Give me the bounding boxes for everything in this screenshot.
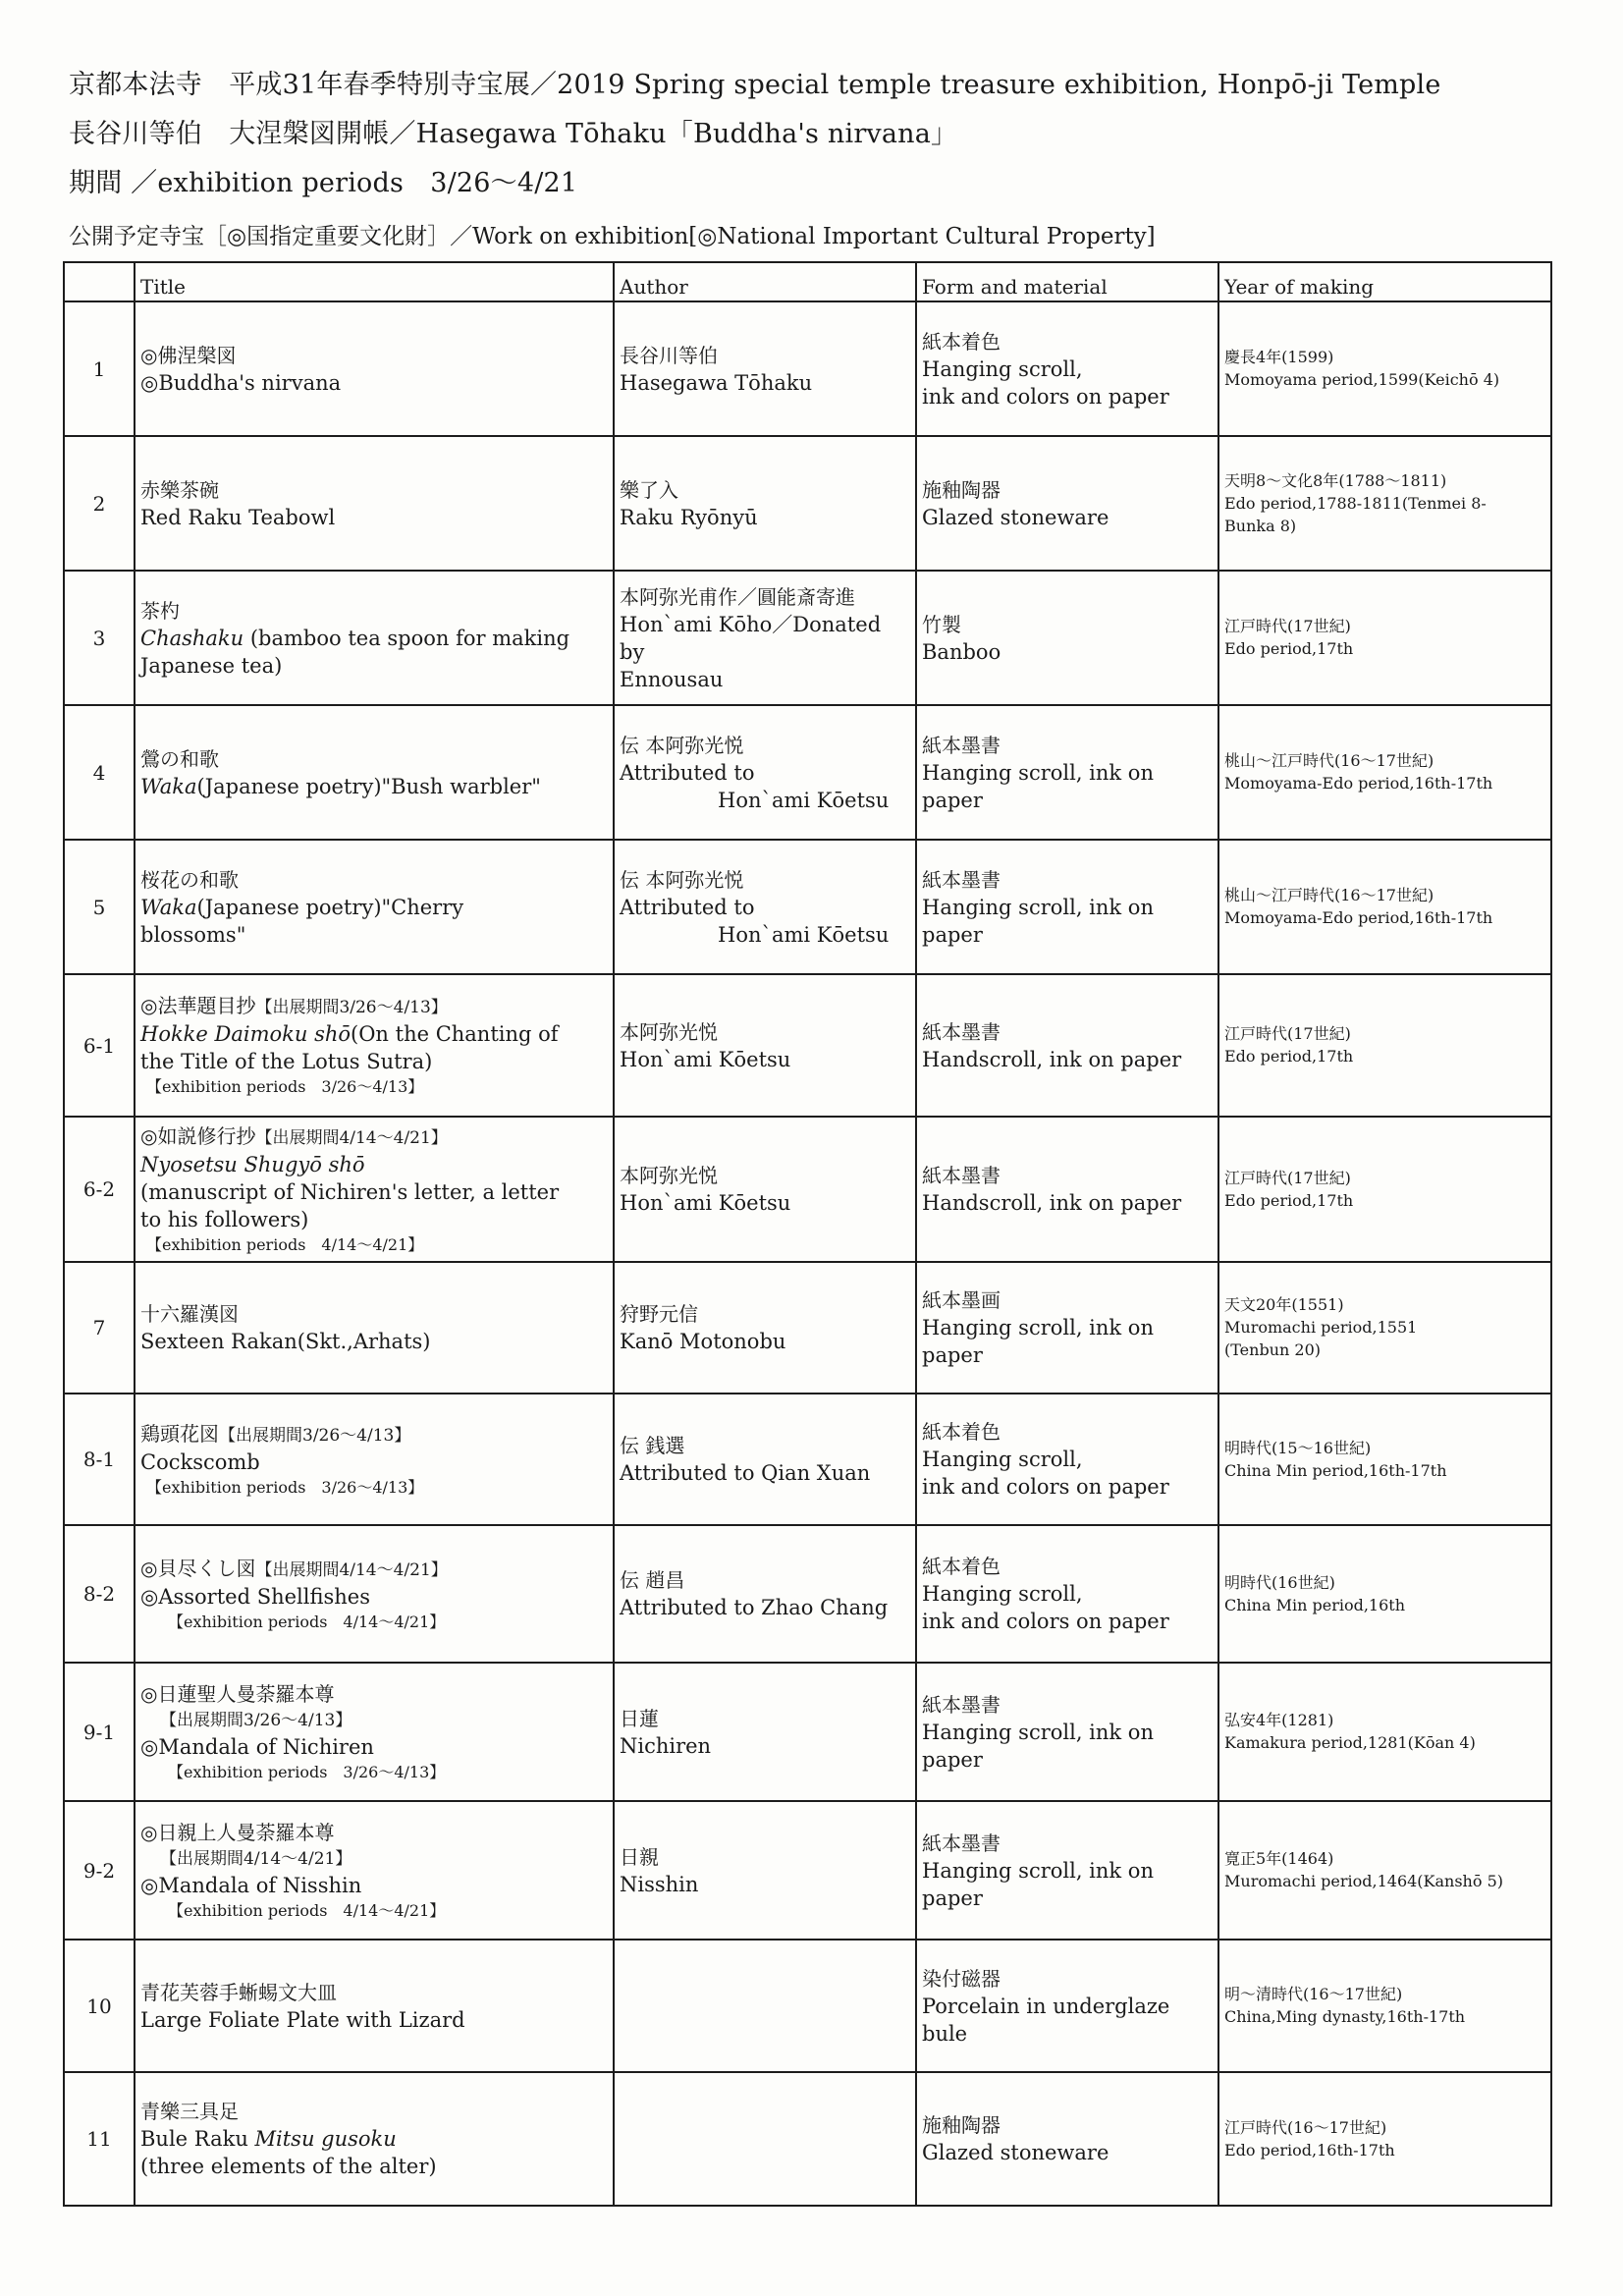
title-cell [135,1525,614,1663]
year-ja: 江戸時代(16～17世紀) [1224,2117,1387,2137]
row-number: 6-2 [64,1117,135,1262]
header-line-1: 京都本法寺 平成31年春季特別寺宝展／2019 Spring special temple treasure exhibition, Honpō-ji Temple [69,70,1441,100]
year-cell [1218,1117,1551,1262]
row-number: 8-1 [64,1394,135,1525]
table-row [64,1394,1551,1525]
form-cell [916,1394,1218,1525]
form-en: Banboo [922,639,1001,664]
title-ja [140,1420,608,1449]
works-table [63,261,1552,2207]
author-cell [614,1801,916,1940]
year-en: Edo period,17th [1224,1047,1354,1066]
author-ja: 伝 本阿弥光悦 [620,733,744,757]
title-cell [135,436,614,571]
row-number: 9-1 [64,1663,135,1801]
year-en: Momoyama-Edo period,16th-17th [1224,908,1493,927]
column-header-title: Title [135,262,614,301]
year-cell [1218,1663,1551,1801]
title-ja: 桜花の和歌 [140,867,239,892]
form-ja: 施釉陶器 [922,2113,1001,2137]
title-en-rest: (bamboo tea spoon for making [243,626,570,650]
title-en: Sexteen Rakan(Skt.,Arhats) [140,1330,431,1353]
table-row [64,1262,1551,1394]
year-en: Edo period,1788-1811(Tenmei 8- [1224,493,1487,513]
title-cell [135,1940,614,2072]
year-cell [1218,571,1551,705]
form-cell [916,1262,1218,1394]
author-cell [614,974,916,1117]
author-cell [614,1940,916,2072]
title-ja: 十六羅漢図 [140,1302,239,1326]
author-en: Hon`ami Kōetsu [620,1191,791,1215]
title-en [140,773,608,800]
author-ja: 日親 [620,1844,659,1869]
year-ja: 桃山～江戸時代(16～17世紀) [1224,886,1434,904]
table-row [64,571,1551,705]
year-cell [1218,301,1551,436]
year-cell [1218,436,1551,571]
title-cell [135,301,614,436]
form-ja: 紙本墨書 [922,867,1001,892]
row-number: 1 [64,301,135,436]
year-cell [1218,1525,1551,1663]
form-ja: 紙本墨書 [922,1692,1001,1717]
exhibition-period: 【exhibition periods 4/14～4/21】 [168,1900,446,1920]
author-en: Hon`ami Kōetsu [718,922,890,947]
form-en: ink and colors on paper [922,1475,1169,1499]
year-cell [1218,840,1551,974]
table-row [64,2072,1551,2206]
form-cell [916,436,1218,571]
form-ja: 紙本着色 [922,1420,1001,1444]
exhibition-period: 【exhibition periods 3/26～4/13】 [168,1762,446,1781]
title-cell [135,571,614,705]
title-ja [140,992,608,1020]
year-ja: 明時代(15～16世紀) [1224,1438,1372,1457]
row-number: 4 [64,705,135,840]
row-number: 5 [64,840,135,974]
author-ja: 本阿弥光悦 [620,1164,718,1187]
title-en: to his followers) [140,1207,309,1231]
author-ja: 本阿弥光悦 [620,1019,718,1044]
exhibition-period: 【exhibition periods 3/26～4/13】 [146,1477,424,1497]
author-cell [614,436,916,571]
table-row [64,1801,1551,1940]
year-en: Muromachi period,1464(Kanshō 5) [1224,1872,1503,1890]
form-ja: 紙本墨画 [922,1288,1001,1312]
author-ja: 伝 趙昌 [620,1568,685,1592]
table-row [64,1940,1551,2072]
title-en: blossoms" [140,922,246,947]
author-en: Raku Ryōnyū [620,505,758,529]
title-en [140,625,608,652]
form-en: Handscroll, ink on paper [922,1191,1182,1215]
row-number: 6-1 [64,974,135,1117]
year-cell [1218,1262,1551,1394]
form-cell [916,1525,1218,1663]
table-row [64,974,1551,1117]
title-cell [135,1663,614,1801]
title-en-rest: (On the Chanting of [351,1022,559,1046]
title-en-italic: Nyosetsu Shugyō shō [140,1152,365,1176]
year-en: Edo period,17th [1224,1190,1354,1210]
author-cell [614,571,916,705]
row-number: 2 [64,436,135,571]
form-en: Hanging scroll, ink on paper [922,895,1154,947]
title-en: the Title of the Lotus Sutra) [140,1050,433,1073]
author-ja: 伝 銭選 [620,1434,685,1457]
title-ja-text: 鶏頭花図 [140,1421,219,1446]
author-en: Attributed to Qian Xuan [620,1461,871,1485]
form-cell [916,301,1218,436]
year-en: Bunka 8) [1224,516,1297,535]
title-en: Cockscomb [140,1449,260,1474]
table-row [64,1525,1551,1663]
year-ja: 慶長4年(1599) [1224,348,1334,366]
column-header-author: Author [614,262,916,301]
title-en-italic: Hokke Daimoku shō [140,1022,352,1046]
year-ja: 天明8～文化8年(1788～1811) [1224,470,1447,490]
author-cell [614,2072,916,2206]
year-en: Momoyama-Edo period,16th-17th [1224,774,1493,793]
title-en-italic: Waka [140,895,197,919]
row-number: 9-2 [64,1801,135,1940]
table-row [64,1117,1551,1262]
title-en-italic: Waka [140,774,197,798]
title-ja: ◎日蓮聖人曼荼羅本尊 [140,1681,335,1706]
author-ja: 伝 本阿弥光悦 [620,867,744,892]
title-cell [135,1262,614,1394]
author-en: Kanō Motonobu [620,1330,786,1353]
title-en: ◎Mandala of Nichiren [140,1734,374,1759]
form-ja: 紙本墨書 [922,1019,1001,1044]
title-cell [135,840,614,974]
form-cell [916,705,1218,840]
title-cell [135,1117,614,1262]
author-ja: 樂了入 [620,477,678,502]
form-ja: 紙本墨書 [922,1164,1001,1187]
table-subheading: 公開予定寺宝［◎国指定重要文化財］／Work on exhibition[◎National Important Cultural Property] [69,224,1156,249]
title-en-italic: Chashaku [140,626,244,650]
form-ja: 施釉陶器 [922,477,1001,502]
title-en: Large Foliate Plate with Lizard [140,2007,465,2032]
author-ja: 本阿弥光甫作／圓能斎寄進 [620,584,855,609]
title-period-note: 【出展期間4/14～4/21】 [255,1559,448,1580]
table-row [64,1663,1551,1801]
page-header [69,61,1441,208]
author-en: Hasegawa Tōhaku [620,370,813,395]
form-en: Glazed stoneware [922,505,1109,529]
title-en: (three elements of the alter) [140,2155,437,2178]
title-en [140,894,608,921]
year-ja: 天文20年(1551) [1224,1295,1344,1314]
form-en: Hanging scroll, ink on paper [922,1720,1154,1772]
form-en: Hanging scroll, [922,1448,1083,1471]
form-en: ink and colors on paper [922,1610,1169,1633]
form-en: ink and colors on paper [922,384,1169,409]
author-cell [614,1262,916,1394]
form-cell [916,1117,1218,1262]
author-ja: 長谷川等伯 [620,343,718,367]
title-period-note: 【出展期間3/26～4/13】 [219,1425,411,1446]
title-en: ◎Buddha's nirvana [140,370,342,395]
author-cell [614,1525,916,1663]
title-ja [140,1122,608,1151]
title-en: (manuscript of Nichiren's letter, a letter [140,1179,560,1204]
year-en: (Tenbun 20) [1224,1340,1321,1359]
year-cell [1218,1394,1551,1525]
title-en [140,1151,608,1178]
table-row [64,840,1551,974]
title-ja: 青花芙蓉手蜥蜴文大皿 [140,1980,337,2004]
table-header-row [64,262,1551,301]
row-number: 7 [64,1262,135,1394]
title-ja-text: ◎如説修行抄 [140,1123,256,1148]
form-en: Hanging scroll, ink on paper [922,1316,1154,1367]
column-header-form: Form and material [916,262,1218,301]
header-line-3: 期間 ／exhibition periods 3/26～4/21 [69,168,578,198]
author-en: Attributed to Zhao Chang [620,1596,889,1619]
title-ja: 赤樂茶碗 [140,477,219,502]
title-en [140,1020,608,1048]
row-number: 3 [64,571,135,705]
title-period-note: 【出展期間3/26～4/13】 [255,998,448,1017]
year-cell [1218,1940,1551,2072]
title-cell [135,2072,614,2206]
exhibition-period: 【exhibition periods 4/14～4/21】 [146,1234,424,1254]
form-cell [916,1663,1218,1801]
title-cell [135,974,614,1117]
title-en [140,2125,608,2153]
author-cell [614,301,916,436]
author-en: Ennousau [620,667,724,691]
year-en: Momoyama period,1599(Keichō 4) [1224,370,1500,389]
title-en-rest: (Japanese poetry)"Bush warbler" [196,774,541,798]
form-en: Glazed stoneware [922,2141,1109,2164]
form-en: Hanging scroll, ink on paper [922,1858,1154,1910]
form-ja: 竹製 [922,612,961,636]
author-en: Hon`ami Kōho／Donated by [620,612,882,664]
year-en: Muromachi period,1551 [1224,1318,1418,1337]
year-ja: 桃山～江戸時代(16～17世紀) [1224,751,1434,770]
form-ja: 紙本着色 [922,1555,1001,1578]
form-ja: 紙本墨書 [922,1831,1001,1855]
column-header-number [64,262,135,301]
year-ja: 江戸時代(17世紀) [1224,1168,1351,1187]
year-ja: 江戸時代(17世紀) [1224,1024,1351,1043]
year-ja: 寛正5年(1464) [1224,1849,1334,1868]
author-cell [614,1394,916,1525]
title-en-italic: Mitsu gusoku [254,2127,397,2151]
header-line-2: 長谷川等伯 大涅槃図開帳／Hasegawa Tōhaku「Buddha's nirvana」 [69,119,958,149]
title-en: ◎Mandala of Nisshin [140,1873,362,1897]
year-en: Edo period,16th-17th [1224,2140,1395,2159]
year-en: China,Ming dynasty,16th-17th [1224,2007,1466,2026]
year-cell [1218,2072,1551,2206]
form-ja: 染付磁器 [922,1966,1001,1991]
form-cell [916,974,1218,1117]
year-cell [1218,1801,1551,1940]
year-ja: 江戸時代(17世紀) [1224,617,1351,635]
form-ja: 紙本着色 [922,329,1001,354]
title-ja: 鶯の和歌 [140,746,219,771]
year-cell [1218,705,1551,840]
author-en: Hon`ami Kōetsu [620,1047,791,1071]
form-en: Hanging scroll, ink on paper [922,760,1154,812]
year-ja: 明時代(16世紀) [1224,1572,1335,1592]
row-number: 8-2 [64,1525,135,1663]
title-ja [140,1555,608,1583]
form-en: Handscroll, ink on paper [922,1047,1182,1071]
title-cell [135,1394,614,1525]
form-en: Hanging scroll, [922,356,1083,381]
author-en: Nichiren [620,1733,712,1758]
year-en: Edo period,17th [1224,639,1354,658]
year-ja: 明～清時代(16～17世紀) [1224,1985,1403,2003]
title-ja-text: ◎法華題目抄 [140,994,256,1017]
form-cell [916,571,1218,705]
year-en: Kamakura period,1281(Kōan 4) [1224,1733,1476,1752]
form-cell [916,840,1218,974]
title-en: ◎Assorted Shellfishes [140,1584,370,1609]
table-row [64,301,1551,436]
exhibition-period: 【exhibition periods 3/26～4/13】 [146,1077,424,1096]
title-ja: 青樂三具足 [140,2100,239,2123]
form-cell [916,2072,1218,2206]
author-cell [614,1117,916,1262]
row-number: 10 [64,1940,135,2072]
form-en: Hanging scroll, [922,1582,1083,1606]
title-ja-text: ◎貝尽くし図 [140,1556,256,1580]
year-ja: 弘安4年(1281) [1224,1711,1334,1729]
title-ja: ◎日親上人曼荼羅本尊 [140,1820,335,1844]
title-ja: 茶杓 [140,598,180,623]
author-en: Hon`ami Kōetsu [718,788,890,812]
author-ja: 狩野元信 [620,1302,698,1326]
form-cell [916,1940,1218,2072]
author-en: Attributed to [620,760,755,785]
form-ja: 紙本墨書 [922,733,1001,757]
author-cell [614,1663,916,1801]
author-cell [614,840,916,974]
form-cell [916,1801,1218,1940]
exhibition-period: 【exhibition periods 4/14～4/21】 [168,1612,446,1631]
form-en: Porcelain in underglaze bule [922,1994,1170,2046]
author-en: Nisshin [620,1872,699,1896]
title-en-rest: (Japanese poetry)"Cherry [196,895,464,919]
title-en: Red Raku Teabowl [140,505,336,529]
author-en: Attributed to [620,895,755,919]
year-en: China Min period,16th [1224,1595,1406,1614]
title-en-pre: Bule Raku [140,2127,255,2151]
title-ja: ◎佛涅槃図 [140,343,237,367]
title-period-note: 【出展期間3/26～4/13】 [160,1710,352,1730]
column-header-year: Year of making [1218,262,1551,301]
row-number: 11 [64,2072,135,2206]
title-cell [135,1801,614,1940]
title-cell [135,705,614,840]
title-en: Japanese tea) [140,653,283,678]
title-period-note: 【出展期間4/14～4/21】 [255,1127,448,1148]
author-ja: 日蓮 [620,1706,659,1730]
author-cell [614,705,916,840]
year-cell [1218,974,1551,1117]
table-row [64,436,1551,571]
title-period-note: 【出展期間4/14～4/21】 [160,1848,352,1869]
year-en: China Min period,16th-17th [1224,1460,1447,1480]
table-row [64,705,1551,840]
